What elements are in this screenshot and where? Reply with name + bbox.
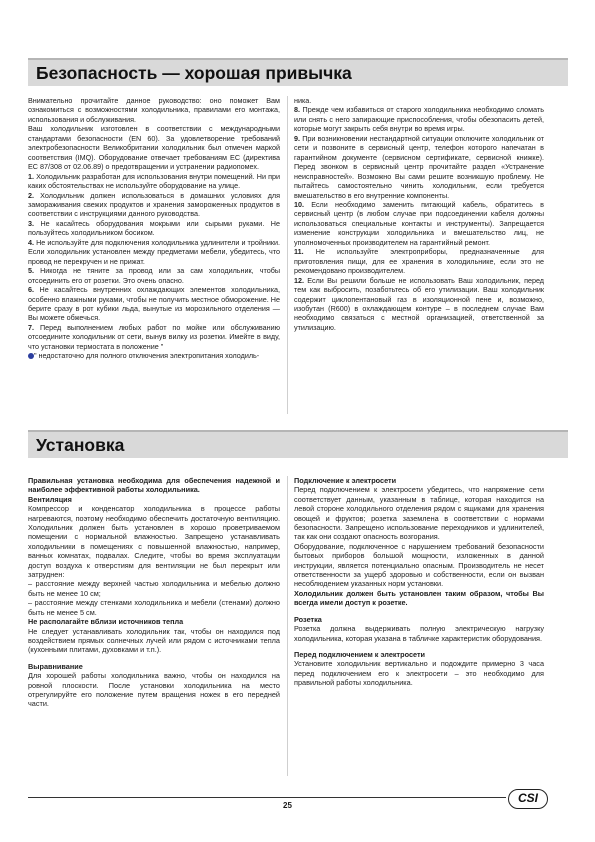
item-text: Никогда не тяните за провод или за сам холодильник, чтобы отсоединить его от розетки. Это очень опасно. bbox=[28, 266, 280, 285]
numbered-paragraph bbox=[28, 172, 280, 191]
item-number: 4. bbox=[28, 237, 34, 247]
numbered-paragraph bbox=[28, 219, 280, 238]
item-number: 3. bbox=[28, 218, 34, 228]
item-number: 2. bbox=[28, 190, 34, 200]
item-text: Не используйте электроприборы, предназначенные для приготовления пищи, для ее хранения в холодильнике, если это не рекомендовано производителем. bbox=[294, 247, 544, 276]
thermostat-note bbox=[28, 351, 280, 360]
spacer bbox=[294, 608, 544, 615]
item-number: 8. bbox=[294, 105, 300, 115]
paragraph: Для хорошей работы холодильника важно, чтобы он находился на ровной плоскости. После установки холодильника на место отрегулируйте его положение путем вращения ножек в его передней части. bbox=[28, 671, 280, 709]
numbered-paragraph bbox=[28, 238, 280, 266]
item-text: Не касайтесь внутренних охлаждающих элементов холодильника, особенно влажными руками, чтобы не получить местное обморожение. Не берите сразу в рот кубики льда, вынутые из морозильного отделения — Вы можете обжечься. bbox=[28, 285, 280, 323]
item-text: Прежде чем избавиться от старого холодильника необходимо сломать или снять с него запирающие приспособления, чтобы обезопасить детей, которые могут закрыть себя внутри во время игры. bbox=[294, 105, 544, 134]
item-number: 11. bbox=[294, 247, 304, 257]
item-number: 5. bbox=[28, 266, 34, 276]
installation-column-left bbox=[28, 476, 280, 709]
column-divider bbox=[287, 476, 288, 776]
footer-rule bbox=[28, 797, 506, 798]
numbered-paragraph bbox=[28, 323, 280, 351]
section-title-installation: Установка bbox=[36, 435, 125, 455]
numbered-paragraph bbox=[28, 266, 280, 285]
safety-column-right bbox=[294, 96, 544, 332]
numbered-paragraph bbox=[294, 134, 544, 200]
item-text: Не используйте для подключения холодильника удлинители и тройники. Если холодильник установлен между предметами мебели, убедитесь, что провод не перекручен и не прижат. bbox=[28, 237, 280, 266]
subheading: Не располагайте вблизи источников тепла bbox=[28, 617, 184, 627]
emphasis-paragraph: Холодильник должен быть установлен таким образом, чтобы Вы всегда имели доступ к розетке. bbox=[294, 588, 544, 608]
column-divider bbox=[287, 96, 288, 414]
section-banner-safety bbox=[28, 58, 568, 86]
installation-column-right bbox=[294, 476, 544, 688]
emphasis-paragraph: Правильная установка необходима для обеспечения надежной и наиболее эффективной работы холодильника. bbox=[28, 476, 280, 495]
section-banner-installation bbox=[28, 430, 568, 458]
item-number: 7. bbox=[28, 322, 34, 332]
page-number: 25 bbox=[283, 801, 292, 810]
numbered-paragraph bbox=[294, 105, 544, 133]
item-text: Если необходимо заменить питающий кабель, обратитесь в сервисный центр (в любом случае при подсоединении кабеля должны использоваться специальные контакты и инструменты). Запрещается изменение конструкции холодильника и вмешательство лиц, не уполномоченных производителем на гарантийный ремонт. bbox=[294, 199, 544, 247]
section-title-safety: Безопасность — хорошая привычка bbox=[36, 63, 352, 83]
paragraph: Установите холодильник вертикально и подождите примерно 3 часа перед подключением его к электросети – это необходимо для правильной работы холодильника. bbox=[294, 659, 544, 688]
subheading: Подключение к электросети bbox=[294, 476, 397, 485]
paragraph: – расстояние между верхней частью холодильника и мебелью должно быть не менее 10 см; bbox=[28, 579, 280, 598]
numbered-paragraph bbox=[294, 276, 544, 333]
paragraph: Ваш холодильник изготовлен в соответствии с международными стандартами безопасности (EN 60). За удовлетворение требований электробезопасности Великобритании холодильник был отмечен маркой соответствия (IMQ). Оборудование отвечает требованиям ЕС (директива ЕС 87/308 от 02.06.89) о предотвращении и устранении радиопомех. bbox=[28, 124, 280, 172]
item-text: Холодильник разработан для использования внутри помещений. Ни при каких обстоятельствах не используйте оборудование на улице. bbox=[28, 171, 280, 191]
subheading: Вентиляция bbox=[28, 494, 72, 504]
paragraph: Перед подключением к электросети убедитесь, что напряжение сети соответствует данным, указанным в таблице, которая находится на левой стороне холодильного отделения рядом с ящиками для хранения овощей и фруктов; розетка заземлена в соответствии с нормами безопасности. Запрещено использование переходников и удлинителей, так как они создают опасность возгорания. bbox=[294, 485, 544, 542]
paragraph: Розетка должна выдерживать полную электрическую нагрузку холодильника, которая указана в табличке характеристик оборудования. bbox=[294, 624, 544, 643]
item-number: 12. bbox=[294, 275, 304, 285]
spacer bbox=[28, 655, 280, 662]
item-number: 10. bbox=[294, 199, 304, 209]
safety-column-left bbox=[28, 96, 280, 361]
paragraph: Не следует устанавливать холодильник так, чтобы он находился под воздействием прямых солнечных лучей или рядом с источниками тепла (кухонными плитами, духовками и т.п.). bbox=[28, 626, 280, 655]
numbered-paragraph bbox=[294, 247, 544, 275]
numbered-paragraph bbox=[294, 200, 544, 247]
item-text: Перед выполнением любых работ по мойке или обслуживанию отсоедините холодильник от сети, вынув вилку из розетки. Имейте в виду, что установки термостата в положение " bbox=[28, 322, 280, 351]
paragraph: Внимательно прочитайте данное руководство: оно поможет Вам ознакомиться с возможностями холодильника, правилами его монтажа, использования и обслуживания. bbox=[28, 96, 280, 124]
subheading: Перед подключением к электросети bbox=[294, 649, 426, 659]
paragraph: ника. bbox=[294, 96, 312, 105]
subheading: Выравнивание bbox=[28, 661, 83, 671]
paragraph: Компрессор и конденсатор холодильника в процессе работы нагреваются, поэтому необходимо обеспечить достаточную вентиляцию. Холодильник должен быть установлен в хорошо проветриваемом помещении с нормальной влажностью. Запрещено устанавливать холодильники в помещениях с повышенной влажностью, например, ванных комнатах, подвалах. Следите, чтобы во время эксплуатации доступ воздуха к отверстиям для вентиляции не был перекрыт или затруднен: bbox=[28, 504, 280, 580]
item-text: " недостаточно для полного отключения электропитания холодиль- bbox=[34, 351, 260, 361]
item-number: 9. bbox=[294, 133, 300, 143]
numbered-paragraph bbox=[28, 191, 280, 219]
subheading: Розетка bbox=[294, 614, 322, 624]
item-number: 6. bbox=[28, 285, 34, 295]
item-number: 1. bbox=[28, 171, 34, 181]
item-text: Холодильник должен использоваться в домашних условиях для замораживания свежих продуктов и хранения замороженных продуктов в соответствии с инструкциями данного руководства. bbox=[28, 190, 280, 219]
paragraph: Оборудование, подключенное с нарушением требований безопасности бытовых приборов большой мощности, изложенных в данной инструкции, является потенциально опасным. Производитель не несет ответственности за ущерб здоровью и собственности, если он вызван несоблюдением указанных норм установки. bbox=[294, 541, 544, 589]
item-text: Не касайтесь оборудования мокрыми или сырыми руками. Не пользуйтесь холодильником босиком. bbox=[28, 218, 280, 238]
numbered-paragraph bbox=[28, 285, 280, 323]
spacer bbox=[294, 643, 544, 650]
paragraph: – расстояние между стенками холодильника и мебели (стенами) должно быть не менее 5 см. bbox=[28, 598, 280, 617]
item-text: При возникновении нестандартной ситуации отключите холодильник от сети и позвоните в сервисный центр, телефон которого напечатан в гарантийном документе (сервисном сертификате, сервисной книжке). Перед звонком в сервисный центр прочитайте раздел «Устранение неисправностей». Возможно Вы сами решите возникшую проблему. Не пытайтесь самостоятельно чинить холодильник, если требуется вмешательство в его внутренние компоненты. bbox=[294, 133, 544, 200]
item-text: Если Вы решили больше не использовать Ваш холодильник, перед тем как выбросить, позаботьтесь об его утилизации. Ваш холодильник содержит циклопентановый газ в изоляционной пене и, возможно, изобутан (R600) в охлаждающем контуре – в последнем случае Вам необходимо связаться с местной организацией, ответственной за утилизацию. bbox=[294, 275, 544, 332]
csi-logo: CSI bbox=[508, 789, 548, 809]
